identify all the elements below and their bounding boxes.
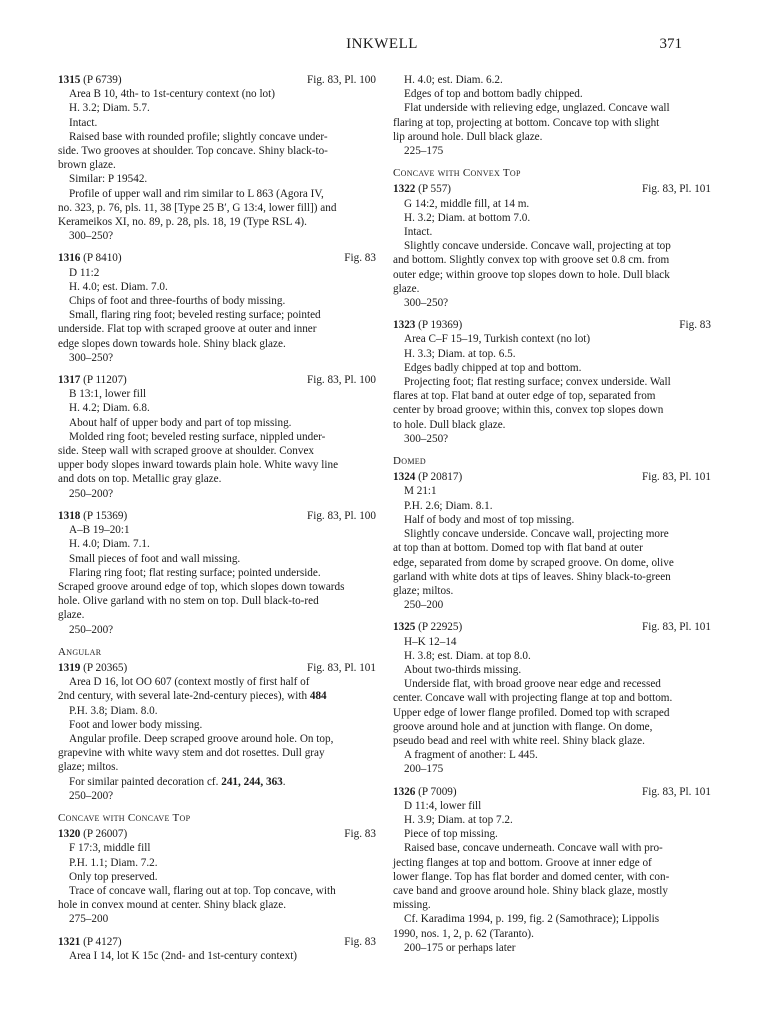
context-line	[58, 689, 376, 703]
figure-reference: Fig. 83, Pl. 100	[306, 374, 376, 387]
running-title: INKWELL	[346, 36, 418, 52]
condition-line: Edges badly chipped at top and bottom.	[404, 361, 582, 374]
figure-reference: Fig. 83	[344, 252, 376, 265]
condition-line: About two-thirds missing.	[404, 663, 522, 676]
description-line: underside. Flat top with scraped groove at outer and inner	[58, 323, 317, 336]
condition-line: Chips of foot and three-fourths of body missing.	[69, 295, 286, 308]
description-line: grapevine with white wavy stem and dot rosettes. Dull gray	[58, 747, 325, 760]
description-line: Molded ring foot; beveled resting surface, nippled under-	[69, 430, 326, 443]
description-line: and bottom. Slightly convex top with groove set 0.8 cm. from	[393, 254, 670, 267]
catalogue-entry-1326	[393, 785, 711, 955]
cross-reference: 241, 244, 363	[221, 775, 283, 788]
catalogue-number: 1324	[393, 471, 416, 484]
catalogue-number: 1318	[58, 509, 81, 522]
catalogue-number: 1317	[58, 374, 81, 387]
description-line: Small, flaring ring foot; beveled resting surface; pointed	[69, 309, 321, 322]
parallel-line: 1990, nos. 1, 2, p. 62 (Taranto).	[393, 927, 534, 940]
description-line: edge, separated from dome by scraped groove. On dome, olive	[393, 556, 674, 569]
description-line: lip around hole. Dull black glaze.	[393, 130, 543, 143]
context-line: Area I 14, lot K 15c (2nd- and 1st-century context)	[69, 949, 298, 962]
dimensions-line: P.H. 1.1; Diam. 7.2.	[69, 856, 158, 869]
description-line: hole in convex mound at center. Shiny black glaze.	[58, 899, 287, 912]
right-column	[393, 73, 711, 963]
section-heading-convex-top: Concave with Convex Top	[393, 167, 521, 180]
context-line: A–B 19–20:1	[69, 524, 130, 537]
description-line: glaze.	[393, 282, 420, 295]
condition-line: Only top preserved.	[69, 870, 158, 883]
parallel-line: no. 323, p. 76, pls. 11, 38 [Type 25 B′, G 13:4, lower fill]) and	[58, 201, 337, 214]
context-line: M 21:1	[404, 485, 437, 498]
entry-heading	[58, 251, 376, 265]
parallel-text: For similar painted decoration cf.	[69, 775, 219, 788]
description-line: Slightly concave underside. Concave wall, projecting at top	[404, 240, 671, 253]
date-line: 200–175	[404, 763, 444, 776]
dimensions-line: H. 4.0; est. Diam. 6.2.	[404, 74, 503, 86]
entry-heading	[58, 827, 376, 841]
entry-heading	[58, 373, 376, 387]
entry-heading	[393, 318, 711, 332]
context-line: Area B 10, 4th- to 1st-century context (no lot)	[69, 88, 275, 101]
cross-reference: 484	[309, 690, 327, 703]
section-heading-domed: Domed	[393, 455, 426, 468]
entry-heading	[393, 470, 711, 484]
running-head	[0, 34, 764, 58]
date-line: 300–250?	[404, 432, 449, 445]
condition-line: Edges of top and bottom badly chipped.	[404, 88, 583, 101]
dimensions-line: H. 4.2; Diam. 6.8.	[69, 402, 150, 415]
dimensions-line: P.H. 2.6; Diam. 8.1.	[404, 499, 493, 512]
catalogue-number: 1321	[58, 935, 81, 948]
dimensions-line: H. 4.0; est. Diam. 7.0.	[69, 280, 168, 293]
inventory-number: (P 557)	[418, 183, 452, 196]
context-line: D 11:2	[69, 266, 100, 279]
date-line: 250–200?	[69, 623, 114, 636]
catalogue-entry-1325	[393, 620, 711, 776]
description-line: cave band and groove around hole. Shiny black glaze, mostly	[393, 884, 668, 897]
description-line: edge slopes down towards hole. Shiny black glaze.	[58, 337, 286, 350]
description-line: and dots on top. Metallic gray glaze.	[58, 473, 222, 486]
catalogue-number: 1320	[58, 828, 81, 841]
context-line: G 14:2, middle fill, at 14 m.	[404, 197, 530, 210]
condition-line: Intact.	[69, 116, 98, 129]
figure-reference: Fig. 83	[679, 319, 711, 332]
inventory-number: (P 8410)	[83, 252, 122, 265]
inventory-number: (P 22925)	[418, 621, 463, 634]
context-line: D 11:4, lower fill	[404, 799, 482, 812]
context-text: 2nd century, with several late-2nd-century pieces), with	[58, 690, 308, 703]
inventory-number: (P 26007)	[83, 828, 128, 841]
catalogue-entry-1320	[58, 827, 376, 926]
fragment-line: A fragment of another: L 445.	[404, 749, 538, 762]
parallel-line: Profile of upper wall and rim similar to L 863 (Agora IV,	[69, 187, 324, 200]
condition-line: Intact.	[404, 226, 433, 239]
description-line: Upper edge of lower flange profiled. Domed top with scraped	[393, 706, 670, 719]
dimensions-line: P.H. 3.8; Diam. 8.0.	[69, 704, 158, 717]
description-line: glaze; miltos.	[393, 584, 454, 597]
context-line: H–K 12–14	[404, 635, 457, 648]
figure-reference: Fig. 83, Pl. 101	[641, 471, 711, 484]
page-number: 371	[659, 36, 682, 52]
date-line: 250–200?	[69, 487, 114, 500]
entry-heading	[58, 935, 376, 949]
catalogue-number: 1316	[58, 252, 81, 265]
dimensions-line: H. 3.2; Diam. at bottom 7.0.	[404, 211, 531, 224]
date-line: 250–200?	[69, 789, 114, 802]
catalogue-entry-1321-continued	[393, 73, 711, 158]
catalogue-number: 1326	[393, 785, 416, 798]
catalogue-number: 1319	[58, 661, 81, 674]
description-line: pseudo bead and reel with white reel. Shiny black glaze.	[393, 734, 645, 747]
figure-reference: Fig. 83, Pl. 101	[641, 621, 711, 634]
catalogue-number: 1323	[393, 319, 416, 332]
description-line: hole. Olive garland with no stem on top. Dull black-to-red	[58, 595, 319, 608]
punctuation: .	[282, 775, 286, 788]
catalogue-entry-1324	[393, 470, 711, 612]
description-line: outer edge; within groove top slopes down to hole. Dull black	[393, 268, 670, 281]
description-line: center. Concave wall with projecting flange at top and bottom.	[393, 692, 673, 705]
date-line: 275–200	[69, 913, 109, 926]
catalogue-entry-1319	[58, 661, 376, 803]
description-line: flaring at top, projecting at bottom. Concave top with slight	[393, 116, 660, 129]
figure-reference: Fig. 83, Pl. 100	[306, 74, 376, 86]
description-line: glaze; miltos.	[58, 761, 119, 774]
description-line: jecting flanges at top and bottom. Groove at inner edge of	[393, 856, 652, 869]
section-heading-concave-top: Concave with Concave Top	[58, 811, 191, 824]
figure-reference: Fig. 83	[344, 935, 376, 948]
section-heading-angular: Angular	[58, 645, 102, 658]
description-line: Raised base with rounded profile; slightly concave under-	[69, 130, 328, 143]
inventory-number: (P 19369)	[418, 319, 463, 332]
dimensions-line: H. 4.0; Diam. 7.1.	[69, 538, 150, 551]
description-line: Scraped groove around edge of top, which slopes down towards	[58, 580, 345, 593]
figure-reference: Fig. 83, Pl. 101	[306, 661, 376, 674]
description-line: center by broad groove; within this, convex top slopes down	[393, 404, 664, 417]
inventory-number: (P 7009)	[418, 785, 457, 798]
dimensions-line: H. 3.3; Diam. at top. 6.5.	[404, 347, 516, 360]
condition-line: Half of body and most of top missing.	[404, 513, 575, 526]
inventory-number: (P 11207)	[83, 374, 127, 387]
description-line: to hole. Dull black glaze.	[393, 418, 506, 431]
description-line: Raised base, concave underneath. Concave wall with pro-	[404, 842, 663, 855]
entry-heading	[393, 182, 711, 196]
context-line: Area C–F 15–19, Turkish context (no lot)	[404, 333, 591, 346]
description-line: glaze.	[58, 609, 85, 622]
description-line: garland with white dots at tips of leaves. Shiny black-to-green	[393, 570, 671, 583]
description-line: side. Steep wall with scraped groove at shoulder. Convex	[58, 445, 315, 458]
entry-heading	[58, 509, 376, 523]
figure-reference: Fig. 83, Pl. 100	[306, 509, 376, 522]
inventory-number: (P 4127)	[83, 935, 122, 948]
entry-heading	[393, 620, 711, 634]
catalogue-entry-1316	[58, 251, 376, 365]
description-line: lower flange. Top has flat border and domed center, with con-	[393, 870, 670, 883]
description-line: upper body slopes inward towards plain hole. White wavy line	[58, 459, 339, 472]
description-line: at top than at bottom. Domed top with flat band at outer	[393, 542, 643, 555]
description-line: Trace of concave wall, flaring out at top. Top concave, with	[69, 884, 336, 897]
dimensions-line: H. 3.9; Diam. at top 7.2.	[404, 813, 513, 826]
inventory-number: (P 20365)	[83, 661, 128, 674]
context-line: Area D 16, lot OO 607 (context mostly of first half of	[69, 676, 310, 689]
date-line: 200–175 or perhaps later	[404, 941, 516, 954]
figure-reference: Fig. 83, Pl. 101	[641, 183, 711, 196]
catalogue-entry-1315	[58, 73, 376, 243]
parallel-line: Kerameikos XI, no. 89, p. 28, pls. 18, 19 (Type RSL 4).	[58, 216, 307, 229]
condition-line: Piece of top missing.	[404, 828, 498, 841]
similar-line: Similar: P 19542.	[69, 173, 148, 186]
description-line: flares at top. Flat band at outer edge of top, separated from	[393, 390, 656, 403]
condition-line: Small pieces of foot and wall missing.	[69, 552, 241, 565]
parallel-line	[58, 775, 376, 789]
parallel-line: Cf. Karadima 1994, p. 199, fig. 2 (Samothrace); Lippolis	[404, 913, 660, 926]
condition-line: About half of upper body and part of top missing.	[69, 416, 292, 429]
description-line: missing.	[393, 899, 431, 912]
context-line: B 13:1, lower fill	[69, 388, 147, 401]
description-line: groove around hole and at junction with flange. On dome,	[393, 720, 653, 733]
description-line: side. Two grooves at shoulder. Top concave. Shiny black-to-	[58, 145, 328, 158]
dimensions-line: H. 3.2; Diam. 5.7.	[69, 102, 150, 115]
inventory-number: (P 20817)	[418, 471, 463, 484]
catalogue-entry-1322	[393, 182, 711, 310]
dimensions-line: H. 3.8; est. Diam. at top 8.0.	[404, 649, 531, 662]
catalogue-entry-1318	[58, 509, 376, 637]
date-line: 250–200	[404, 599, 444, 612]
inventory-number: (P 6739)	[83, 74, 122, 86]
description-line: Flat underside with relieving edge, unglazed. Concave wall	[404, 102, 670, 115]
condition-line: Foot and lower body missing.	[69, 718, 203, 731]
date-line: 300–250?	[404, 297, 449, 310]
date-line: 300–250?	[69, 230, 114, 243]
description-line: Underside flat, with broad groove near edge and recessed	[404, 678, 661, 691]
description-line: Flaring ring foot; flat resting surface; pointed underside.	[69, 566, 321, 579]
date-line: 300–250?	[69, 351, 114, 364]
catalogue-number: 1325	[393, 621, 416, 634]
entry-heading	[393, 785, 711, 799]
description-line: Slightly concave underside. Concave wall, projecting more	[404, 528, 669, 541]
entry-heading	[58, 661, 376, 675]
catalogue-entry-1321	[58, 935, 376, 963]
entry-heading	[58, 73, 376, 87]
date-line: 225–175	[404, 145, 444, 158]
description-line: Projecting foot; flat resting surface; convex underside. Wall	[404, 376, 671, 389]
catalogue-entry-1323	[393, 318, 711, 446]
catalogue-number: 1322	[393, 183, 416, 196]
catalogue-number: 1315	[58, 74, 81, 86]
context-line: F 17:3, middle fill	[69, 842, 151, 855]
left-column	[58, 73, 376, 971]
inventory-number: (P 15369)	[83, 509, 128, 522]
figure-reference: Fig. 83	[344, 828, 376, 841]
description-line: Angular profile. Deep scraped groove around hole. On top,	[69, 732, 334, 745]
catalogue-entry-1317	[58, 373, 376, 501]
figure-reference: Fig. 83, Pl. 101	[641, 785, 711, 798]
description-line: brown glaze.	[58, 159, 116, 172]
